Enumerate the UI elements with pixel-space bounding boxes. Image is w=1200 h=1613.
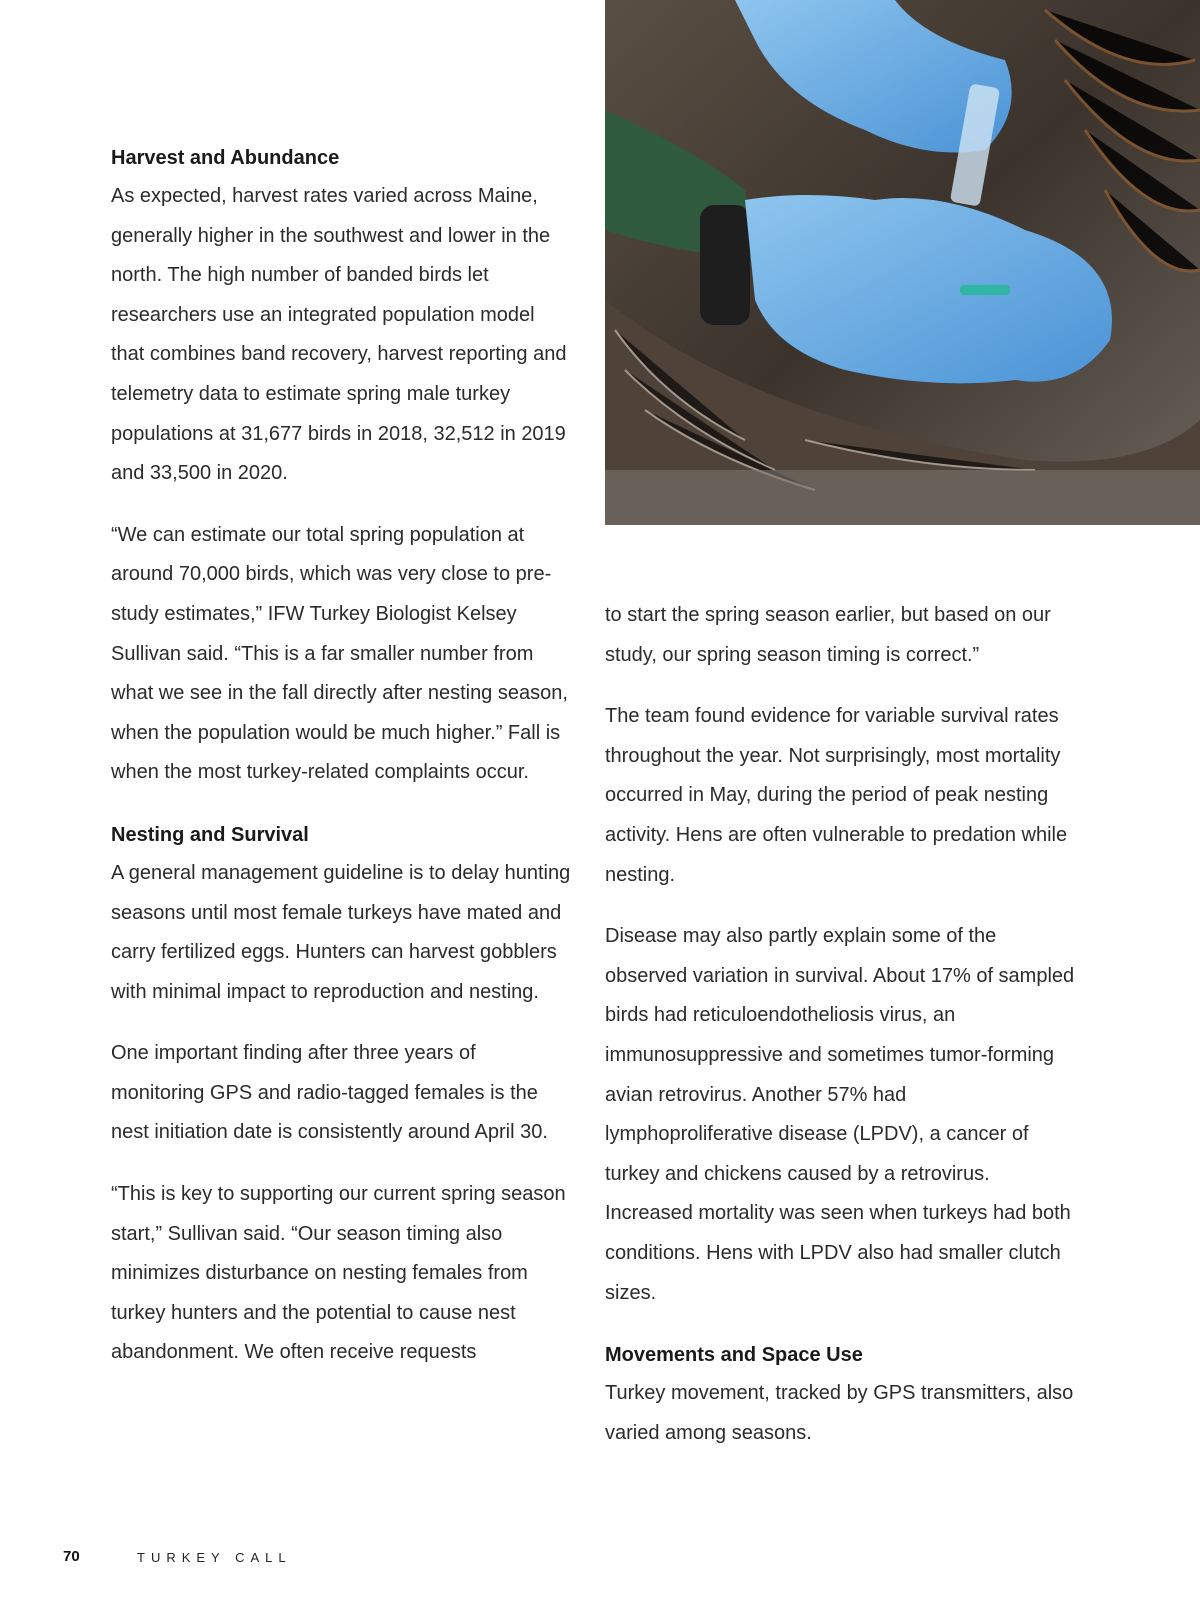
heading-nesting-survival: Nesting and Survival — [111, 823, 309, 846]
paragraph: “We can estimate our total spring population at around 70,000 birds, which was very close to pre-study estimates,” IFW Turkey Biologist Kelsey Sullivan said. “This is a far smaller number from what we see in the fall directly after nesting season, when the population would be much higher.” Fall is when the most turkey-related complaints occur. — [111, 523, 568, 784]
magazine-title: TURKEY CALL — [137, 1550, 292, 1565]
right-text-column — [605, 596, 1075, 1475]
paragraph: Turkey movement, tracked by GPS transmitters, also varied among seasons. — [605, 1382, 1074, 1444]
left-text-column — [111, 138, 571, 1395]
paragraph: One important finding after three years of monitoring GPS and radio-tagged females is the nest initiation date is consistently around April 30. — [111, 1042, 548, 1144]
paragraph: A general management guideline is to delay hunting seasons until most female turkeys have mated and carry fertilized eggs. Hunters can harvest gobblers with minimal impact to reproduction and nesting. — [111, 861, 571, 1003]
heading-harvest-abundance: Harvest and Abundance — [111, 147, 340, 169]
heading-movements-space-use: Movements and Space Use — [605, 1344, 863, 1367]
paragraph: to start the spring season earlier, but based on our study, our spring season timing is correct.” — [605, 604, 1051, 666]
paragraph: As expected, harvest rates varied across Maine, generally higher in the southwest and lower in the north. The high number of banded birds let researchers use an integrated population model that combines band recovery, harvest reporting and telemetry data to estimate spring male turkey populations at 31,677 birds in 2018, 32,512 in 2019 and 33,500 in 2020. — [111, 185, 567, 485]
paragraph: The team found evidence for variable survival rates throughout the year. Not surprisingly, most mortality occurred in May, during the period of peak nesting activity. Hens are often vulnerable to predation while nesting. — [605, 705, 1068, 886]
paragraph: Disease may also partly explain some of the observed variation in survival. About 17% of sampled birds had reticuloendotheliosis virus, an immunosuppressive and sometimes tumor-forming avian retrovirus. Another 57% had lymphoproliferative disease (LPDV), a cancer of turkey and chickens caused by a retrovirus. Increased mortality was seen when turkeys had both conditions. Hens with LPDV also had smaller clutch sizes. — [605, 925, 1075, 1304]
page-number: 70 — [63, 1548, 80, 1565]
paragraph: “This is key to supporting our current spring season start,” Sullivan said. “Our season timing also minimizes disturbance on nesting females from turkey hunters and the potential to cause nest abandonment. We often receive requests — [111, 1183, 566, 1364]
turkey-banding-photo — [605, 0, 1200, 525]
